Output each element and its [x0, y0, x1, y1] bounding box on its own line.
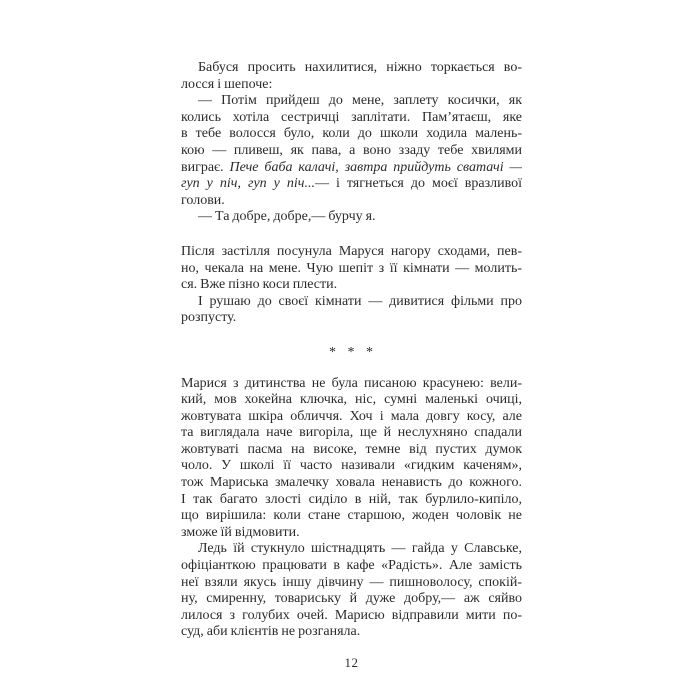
text-line [181, 575, 522, 592]
text-segment: що вирішила: коли стане старшою, жоден чоловік не [181, 508, 522, 524]
italic-text-segment: гуп у піч, гуп у піч... [181, 176, 315, 192]
text-segment: голови. [181, 192, 225, 208]
text-line [181, 277, 522, 294]
section-divider: * * * [329, 344, 374, 360]
text-line [181, 608, 522, 625]
text-segment: Ледь їй стукнуло шістнадцять — гайда у Славське, [198, 541, 522, 557]
text-line [181, 558, 522, 575]
text-line [181, 409, 522, 426]
text-segment: колись хотіла сестричці заплітати. Пам’ятаєш, яке [181, 109, 522, 125]
text-segment: но, чекала на мене. Чую шепіт з її кімнати — молить- [181, 260, 522, 276]
text-segment: виграє. [181, 159, 230, 175]
text-line [181, 244, 522, 261]
text-segment: І так багато злості сиділо в ній, так бурлило-кипіло, [181, 491, 522, 507]
text-segment: — Потім прийдеш до мене, заплету косички, як [198, 93, 522, 109]
text-segment: та виглядала наче вигоріла, ще й неслухняно спадали [181, 425, 522, 441]
text-line [181, 193, 522, 210]
text-line [181, 77, 522, 94]
text-line [181, 591, 522, 608]
text-line [181, 143, 522, 160]
text-line [181, 541, 522, 558]
text-segment: Марися з дитинства не була писаною красунею: вели- [181, 375, 522, 391]
text-line [181, 110, 522, 127]
text-line [181, 376, 522, 393]
paragraph [181, 93, 522, 209]
text-segment: чоло. У школі її часто називали «гидким каченям», [181, 458, 522, 474]
text-line [181, 392, 522, 409]
paragraph [181, 376, 522, 542]
paragraph [181, 294, 522, 327]
text-segment: жовтуваті пасма на високе, темне від пустих думок [181, 441, 522, 457]
text-column [181, 0, 522, 641]
text-segment: ну, смиренну, товариську й дуже добру,— аж сяйво [181, 591, 522, 607]
text-segment: кою — пливеш, як пава, а воно ззаду тебе хвилями [181, 142, 522, 158]
text-segment: лилося з голубих очей. Марисю відправили мити по- [181, 607, 522, 623]
text-segment: Бабуся просить нахилитися, ніжно торкається во- [198, 60, 522, 75]
text-line [181, 93, 522, 110]
text-line [181, 160, 522, 177]
text-segment: ся. Вже пізно коси плести. [181, 277, 338, 293]
text-line [181, 60, 522, 77]
text-segment: — Та добре, добре,— бурчу я. [198, 209, 376, 225]
text-segment: неї взяли якусь іншу дівчину — пишноволосу, спокій- [181, 574, 522, 590]
text-line [181, 294, 522, 311]
text-line [181, 508, 522, 525]
text-line [181, 310, 522, 327]
text-line [181, 442, 522, 459]
text-line [181, 209, 522, 226]
paragraph [181, 60, 522, 93]
text-segment: І рушаю до своєї кімнати — дивитися фільми про [198, 293, 522, 309]
text-line [181, 525, 522, 542]
paragraph [181, 541, 522, 641]
page-footer [181, 655, 522, 671]
text-segment: — і тягнеться до моєї вразливої [314, 176, 522, 192]
text-line [181, 425, 522, 442]
italic-text-segment: Пече баба калачі, завтра прийдуть сватачі — [229, 159, 522, 175]
text-line [181, 261, 522, 278]
page-number: 12 [344, 655, 359, 670]
text-line [181, 176, 522, 193]
text-line [181, 126, 522, 143]
text-line [181, 492, 522, 509]
text-segment: тож Мариська змалечку ховала ненависть до кожного. [181, 475, 522, 491]
text-segment: жовтувата шкіра обличчя. Хоч і мала довгу косу, але [181, 408, 522, 424]
text-segment: зможе їй відмовити. [181, 524, 300, 540]
text-line [181, 458, 522, 475]
text-segment: Після застілля посунула Маруся нагору сходами, пев- [181, 243, 522, 259]
text-segment: розпусту. [181, 310, 237, 326]
text-line [181, 624, 522, 641]
paragraph [181, 209, 522, 226]
text-line [181, 475, 522, 492]
text-segment: в тебе волосся було, коли до школи ходила малень- [181, 126, 522, 142]
text-segment: суд, аби клієнтів не розганяла. [181, 624, 361, 640]
paragraph [181, 244, 522, 294]
text-segment: лосся і шепоче: [181, 76, 273, 92]
text-segment: офіціанткою працювати в кафе «Радість». Але замість [181, 558, 522, 574]
text-segment: кий, мов хокейна ключка, ніс, сумні маленькі очиці, [181, 392, 522, 408]
